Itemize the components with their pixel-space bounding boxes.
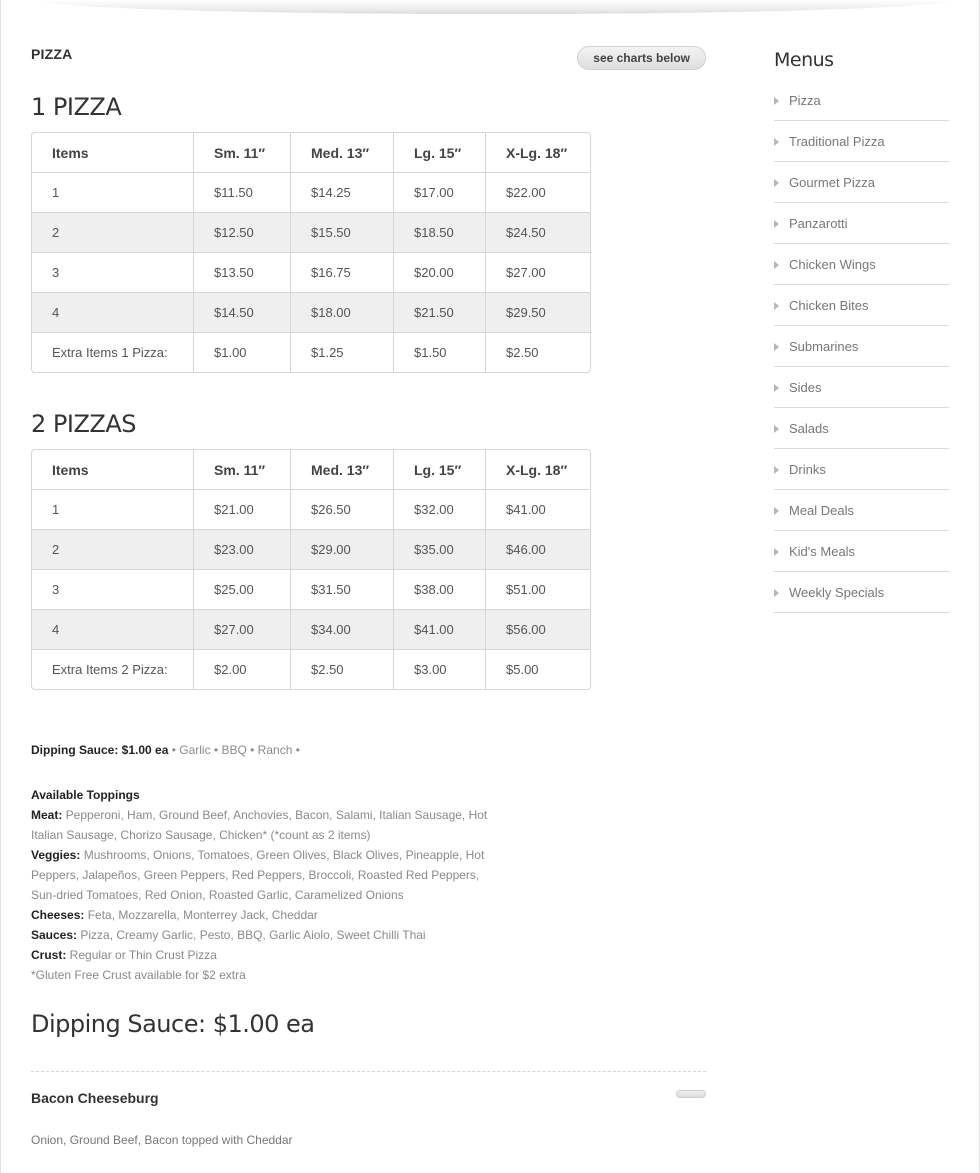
section-divider bbox=[31, 1071, 706, 1072]
sidebar-title: Menus bbox=[774, 49, 834, 71]
table-cell: $17.00 bbox=[394, 173, 486, 213]
menu-item-price-badge bbox=[676, 1090, 706, 1098]
table-header-large: Lg. 15″ bbox=[394, 450, 486, 490]
menu-item-name: Bacon Cheeseburg bbox=[31, 1090, 159, 1106]
table-cell: $38.00 bbox=[394, 570, 486, 610]
table-cell: $11.50 bbox=[194, 173, 291, 213]
table-cell: Extra Items 1 Pizza: bbox=[32, 333, 194, 372]
table-cell: $21.50 bbox=[394, 293, 486, 333]
table-cell: $18.50 bbox=[394, 213, 486, 253]
two-pizzas-price-table bbox=[31, 449, 591, 690]
sidebar-item-salads[interactable]: Salads bbox=[774, 408, 949, 449]
table-cell: $12.50 bbox=[194, 213, 291, 253]
veggie-toppings: Veggies: Mushrooms, Onions, Tomatoes, Green Olives, Black Olives, Pineapple, Hot Peppers, Jalapeños, Green Peppers, Red Peppers, Broccoli, Roasted Red Peppers, Sun-dried Tomatoes, Red Onion, Roasted Garlic, Caramelized Onions bbox=[31, 848, 485, 902]
table-header-xlarge: X-Lg. 18″ bbox=[486, 450, 590, 490]
sidebar bbox=[774, 40, 949, 613]
table-header-items: Items bbox=[32, 133, 194, 173]
gluten-free-note: *Gluten Free Crust available for $2 extra bbox=[31, 968, 246, 982]
table-header-row bbox=[32, 450, 590, 490]
table-cell: 4 bbox=[32, 293, 194, 333]
table-cell: $1.00 bbox=[194, 333, 291, 372]
table-header-large: Lg. 15″ bbox=[394, 133, 486, 173]
table-row bbox=[32, 333, 590, 372]
table-cell: $34.00 bbox=[291, 610, 394, 650]
main-content bbox=[31, 40, 706, 1147]
table-cell: 3 bbox=[32, 570, 194, 610]
table-cell: $15.50 bbox=[291, 213, 394, 253]
menu-list bbox=[774, 80, 949, 613]
sidebar-item-drinks[interactable]: Drinks bbox=[774, 449, 949, 490]
sidebar-item-gourmet-pizza[interactable]: Gourmet Pizza bbox=[774, 162, 949, 203]
page-header bbox=[31, 40, 706, 80]
table-row bbox=[32, 490, 590, 530]
table-header-medium: Med. 13″ bbox=[291, 133, 394, 173]
table-cell: $32.00 bbox=[394, 490, 486, 530]
page-frame-left bbox=[0, 0, 1, 1173]
table-row bbox=[32, 253, 590, 293]
table-header-small: Sm. 11″ bbox=[194, 133, 291, 173]
caret-right-icon bbox=[774, 425, 779, 433]
toppings-title: Available Toppings bbox=[31, 788, 140, 802]
caret-right-icon bbox=[774, 220, 779, 228]
dipping-sauce-line bbox=[31, 740, 496, 760]
table-cell: 2 bbox=[32, 213, 194, 253]
table-cell: $5.00 bbox=[506, 662, 539, 677]
table-cell: $26.50 bbox=[291, 490, 394, 530]
dipping-sauce-label: Dipping Sauce: $1.00 ea bbox=[31, 743, 169, 757]
caret-right-icon bbox=[774, 589, 779, 597]
sidebar-item-pizza[interactable]: Pizza bbox=[774, 80, 949, 121]
table-row bbox=[32, 650, 590, 689]
table-cell: $27.00 bbox=[194, 610, 291, 650]
table-cell: $2.50 bbox=[506, 345, 539, 360]
table-cell: $41.00 bbox=[394, 610, 486, 650]
caret-right-icon bbox=[774, 466, 779, 474]
table-cell: $1.25 bbox=[291, 333, 394, 372]
table-cell: $27.00 bbox=[486, 253, 590, 293]
table-row bbox=[32, 610, 590, 650]
table-cell: 1 bbox=[32, 490, 194, 530]
menu-info-text bbox=[31, 740, 496, 985]
table-cell: $14.50 bbox=[194, 293, 291, 333]
cheese-toppings: Cheeses: Feta, Mozzarella, Monterrey Jack, Cheddar bbox=[31, 908, 318, 922]
table-row bbox=[32, 293, 590, 333]
see-charts-button[interactable]: see charts below bbox=[577, 46, 706, 70]
sidebar-item-traditional-pizza[interactable]: Traditional Pizza bbox=[774, 121, 949, 162]
table-header-row bbox=[32, 133, 590, 173]
caret-right-icon bbox=[774, 343, 779, 351]
table-cell: $56.00 bbox=[486, 610, 590, 650]
table-cell: $20.00 bbox=[394, 253, 486, 293]
sidebar-item-chicken-bites[interactable]: Chicken Bites bbox=[774, 285, 949, 326]
dipping-sauce-heading: Dipping Sauce: $1.00 ea bbox=[31, 1010, 315, 1038]
table-cell: $3.00 bbox=[394, 650, 486, 689]
table-cell: 2 bbox=[32, 530, 194, 570]
crust-options: Crust: Regular or Thin Crust Pizza bbox=[31, 948, 217, 962]
caret-right-icon bbox=[774, 97, 779, 105]
table-row bbox=[32, 213, 590, 253]
table-header-xlarge: X-Lg. 18″ bbox=[486, 133, 590, 173]
table-cell: $41.00 bbox=[486, 490, 590, 530]
table-cell: 1 bbox=[32, 173, 194, 213]
sidebar-item-weekly-specials[interactable]: Weekly Specials bbox=[774, 572, 949, 613]
caret-right-icon bbox=[774, 179, 779, 187]
table-cell: $23.00 bbox=[194, 530, 291, 570]
meat-toppings: Meat: Pepperoni, Ham, Ground Beef, Anchovies, Bacon, Salami, Italian Sausage, Hot Italian Sausage, Chorizo Sausage, Chicken* (*count as 2 items) bbox=[31, 808, 488, 842]
one-pizza-price-table bbox=[31, 132, 591, 373]
header-shadow bbox=[40, 0, 950, 14]
table-cell: $29.50 bbox=[486, 293, 590, 333]
table-cell: 4 bbox=[32, 610, 194, 650]
table-header-items: Items bbox=[32, 450, 194, 490]
table-cell: $51.00 bbox=[486, 570, 590, 610]
table-cell: $31.50 bbox=[291, 570, 394, 610]
caret-right-icon bbox=[774, 548, 779, 556]
sidebar-item-chicken-wings[interactable]: Chicken Wings bbox=[774, 244, 949, 285]
table-cell: $2.00 bbox=[194, 650, 291, 689]
caret-right-icon bbox=[774, 138, 779, 146]
table-cell: $21.00 bbox=[194, 490, 291, 530]
table-row bbox=[32, 173, 590, 213]
sidebar-item-meal-deals[interactable]: Meal Deals bbox=[774, 490, 949, 531]
table-cell: $25.00 bbox=[194, 570, 291, 610]
caret-right-icon bbox=[774, 384, 779, 392]
table-row bbox=[32, 570, 590, 610]
table-cell: Extra Items 2 Pizza: bbox=[32, 650, 194, 689]
sidebar-item-panzarotti[interactable]: Panzarotti bbox=[774, 203, 949, 244]
two-pizzas-heading: 2 PIZZAS bbox=[31, 410, 136, 438]
table-header-small: Sm. 11″ bbox=[194, 450, 291, 490]
sidebar-item-submarines[interactable]: Submarines bbox=[774, 326, 949, 367]
table-cell: $24.50 bbox=[486, 213, 590, 253]
caret-right-icon bbox=[774, 261, 779, 269]
table-cell: $14.25 bbox=[291, 173, 394, 213]
table-cell: $13.50 bbox=[194, 253, 291, 293]
caret-right-icon bbox=[774, 507, 779, 515]
page-title: PIZZA bbox=[31, 46, 73, 62]
table-row bbox=[32, 530, 590, 570]
sidebar-item-sides[interactable]: Sides bbox=[774, 367, 949, 408]
table-cell: 3 bbox=[32, 253, 194, 293]
table-cell: $2.50 bbox=[291, 650, 394, 689]
table-cell: $1.50 bbox=[394, 333, 486, 372]
table-cell: $29.00 bbox=[291, 530, 394, 570]
sauce-toppings: Sauces: Pizza, Creamy Garlic, Pesto, BBQ, Garlic Aiolo, Sweet Chilli Thai bbox=[31, 928, 426, 942]
table-cell: $46.00 bbox=[486, 530, 590, 570]
table-cell: $16.75 bbox=[291, 253, 394, 293]
dipping-sauce-options: • Garlic • BBQ • Ranch • bbox=[168, 743, 300, 757]
table-cell: $22.00 bbox=[486, 173, 590, 213]
one-pizza-heading: 1 PIZZA bbox=[31, 93, 122, 121]
table-header-medium: Med. 13″ bbox=[291, 450, 394, 490]
table-cell: $18.00 bbox=[291, 293, 394, 333]
menu-item-description: Onion, Ground Beef, Bacon topped with Cheddar bbox=[31, 1133, 293, 1147]
sidebar-item-kids-meals[interactable]: Kid's Meals bbox=[774, 531, 949, 572]
table-cell: $35.00 bbox=[394, 530, 486, 570]
caret-right-icon bbox=[774, 302, 779, 310]
